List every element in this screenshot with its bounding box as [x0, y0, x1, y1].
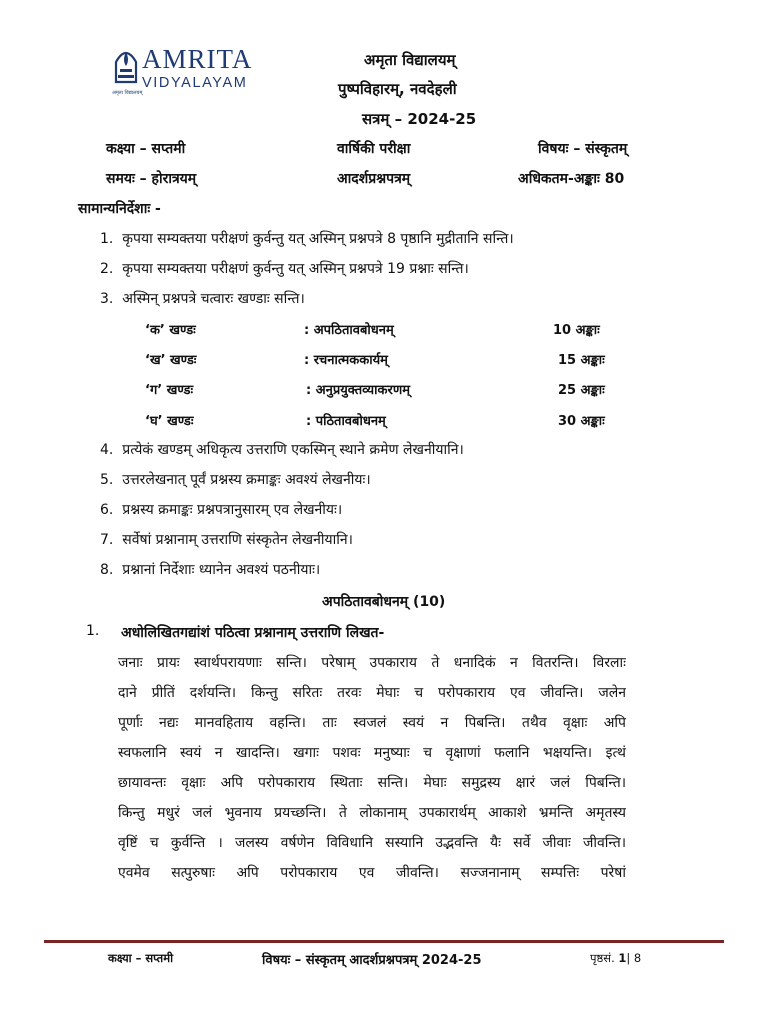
- class-label: कक्ष्या – सप्तमी: [106, 141, 186, 157]
- list-item: [100, 229, 514, 248]
- footer-page: [590, 951, 641, 966]
- section-marks: 30 अङ्काः: [558, 414, 605, 429]
- section-title: : अनुप्रयुक्तव्याकरणम्: [306, 383, 411, 398]
- section-marks: 25 अङ्काः: [558, 383, 605, 398]
- time-label: समयः – होरात्रयम्: [106, 171, 197, 187]
- footer-rule: [44, 940, 724, 943]
- item-text: प्रश्नानां निर्देशाः ध्यानेन अवश्यं पठनीयाः।: [122, 562, 321, 578]
- item-number: 6.: [100, 502, 114, 518]
- section-name: ‘क’ खण्डः: [145, 323, 196, 338]
- page-total: | 8: [626, 951, 642, 965]
- item-text: कृपया सम्यक्तया परीक्षणं कुर्वन्तु यत् अस्मिन् प्रश्नपत्रे 8 पृष्ठानि मुद्रीतानि सन्ति।: [122, 231, 514, 247]
- section-a-heading: अपठितावबोधनम् (10): [322, 594, 446, 610]
- max-marks-label: अधिकतम-अङ्काः 80: [518, 171, 625, 187]
- list-item: [100, 259, 469, 278]
- list-item: [100, 440, 464, 459]
- item-text: उत्तरलेखनात् पूर्वं प्रश्नस्य क्रमाङ्कः अवश्यं लेखनीयः।: [122, 472, 371, 488]
- logo-sub-text: VIDYALAYAM: [142, 75, 248, 91]
- passage-line: पूर्णाः नद्यः मानवहिताय वहन्ति। ताः स्वजलं स्वयं न पिबन्ति। तथैव वृक्षाः अपि: [118, 715, 626, 731]
- section-marks: 10 अङ्काः: [553, 323, 600, 338]
- item-number: 1.: [100, 231, 114, 247]
- section-name: ‘ग’ खण्डः: [145, 383, 194, 398]
- passage-line: दाने प्रीतिं दर्शयन्ति। किन्तु सरितः तरवः मेघाः च परोपकाराय एव जीवन्ति। जलेन: [118, 685, 626, 701]
- instructions-heading: सामान्यनिर्देशाः -: [78, 201, 161, 217]
- section-name: ‘ख’ खण्डः: [145, 353, 197, 368]
- item-number: 5.: [100, 472, 114, 488]
- item-number: 3.: [100, 291, 114, 307]
- logo-tagline: अमृता विद्यालयम्: [112, 90, 143, 96]
- paper-label: आदर्शप्रश्नपत्रम्: [337, 171, 411, 187]
- page-label: पृष्ठसं.: [590, 951, 619, 965]
- item-number: 8.: [100, 562, 114, 578]
- list-item: [100, 560, 320, 579]
- item-text: कृपया सम्यक्तया परीक्षणं कुर्वन्तु यत् अस्मिन् प्रश्नपत्रे 19 प्रश्नाः सन्ति।: [122, 261, 469, 277]
- passage-line: वृष्टिं च कुर्वन्ति । जलस्य वर्षणेन विविधानि सस्यानि उद्भवन्ति यैः सर्वे जीवाः जीवन्ति।: [118, 835, 626, 851]
- school-location: पुष्पविहारम्, नवदेहली: [338, 80, 457, 98]
- session: सत्रम् – 2024-25: [362, 110, 477, 128]
- passage-line: किन्तु मधुरं जलं भुवनाय प्रयच्छन्ति। ते लोकानाम् उपकारार्थम् आकाशे भ्रमन्ति अमृतस्य: [118, 805, 626, 821]
- exam-label: वार्षिकी परीक्षा: [337, 141, 411, 157]
- item-text: प्रश्नस्य क्रमाङ्कः प्रश्नपत्रानुसारम् एव लेखनीयः।: [122, 502, 343, 518]
- item-text: अस्मिन् प्रश्नपत्रे चत्वारः खण्डाः सन्ति।: [122, 291, 305, 307]
- item-number: 4.: [100, 442, 114, 458]
- section-name: ‘घ’ खण्डः: [145, 414, 194, 429]
- section-title: : अपठितावबोधनम्: [304, 323, 394, 338]
- section-title: : रचनात्मककार्यम्: [304, 353, 388, 368]
- list-item: [100, 289, 305, 308]
- question-number: 1.: [86, 623, 100, 639]
- item-text: प्रत्येकं खण्डम् अधिकृत्य उत्तराणि एकस्मिन् स्थाने क्रमेण लेखनीयानि।: [122, 442, 464, 458]
- page-number: 1: [618, 951, 627, 965]
- school-logo: [112, 42, 272, 96]
- footer-class: कक्ष्या – सप्तमी: [108, 951, 174, 965]
- section-title: : पठितावबोधनम्: [306, 414, 386, 429]
- passage-line: जनाः प्रायः स्वार्थपरायणाः सन्ति। परेषाम् उपकाराय ते धनादिकं न वितरन्ति। विरलाः: [118, 655, 626, 671]
- footer-subject: विषयः – संस्कृतम् आदर्शप्रश्नपत्रम् 2024-25: [262, 953, 482, 968]
- section-marks: 15 अङ्काः: [558, 353, 605, 368]
- passage-line: स्वफलानि स्वयं न खादन्ति। खगाः पशवः मनुष्याः च वृक्षाणां फलानि भक्षयन्ति। इत्थं: [118, 745, 626, 761]
- list-item: [100, 470, 371, 489]
- logo-main-text: AMRITA: [142, 44, 253, 74]
- school-emblem-icon: [112, 42, 272, 96]
- item-number: 2.: [100, 261, 114, 277]
- passage-line: छायावन्तः वृक्षाः अपि परोपकाराय स्थिताः सन्ति। मेघाः समुद्रस्य क्षारं जलं पिबन्ति।: [118, 775, 626, 791]
- passage-line: एवमेव सत्पुरुषाः अपि परोपकाराय एव जीवन्ति। सज्जनानाम् सम्पत्तिः परेषां: [118, 865, 626, 881]
- list-item: [100, 500, 342, 519]
- item-text: सर्वेषां प्रश्नानाम् उत्तराणि संस्कृतेन लेखनीयानि।: [122, 532, 353, 548]
- question-text: अधोलिखितगद्यांशं पठित्वा प्रश्नानाम् उत्तराणि लिखत-: [121, 625, 385, 641]
- list-item: [100, 530, 353, 549]
- item-number: 7.: [100, 532, 114, 548]
- subject-label: विषयः – संस्कृतम्: [538, 141, 628, 157]
- school-name: अमृता विद्यालयम्: [364, 51, 456, 69]
